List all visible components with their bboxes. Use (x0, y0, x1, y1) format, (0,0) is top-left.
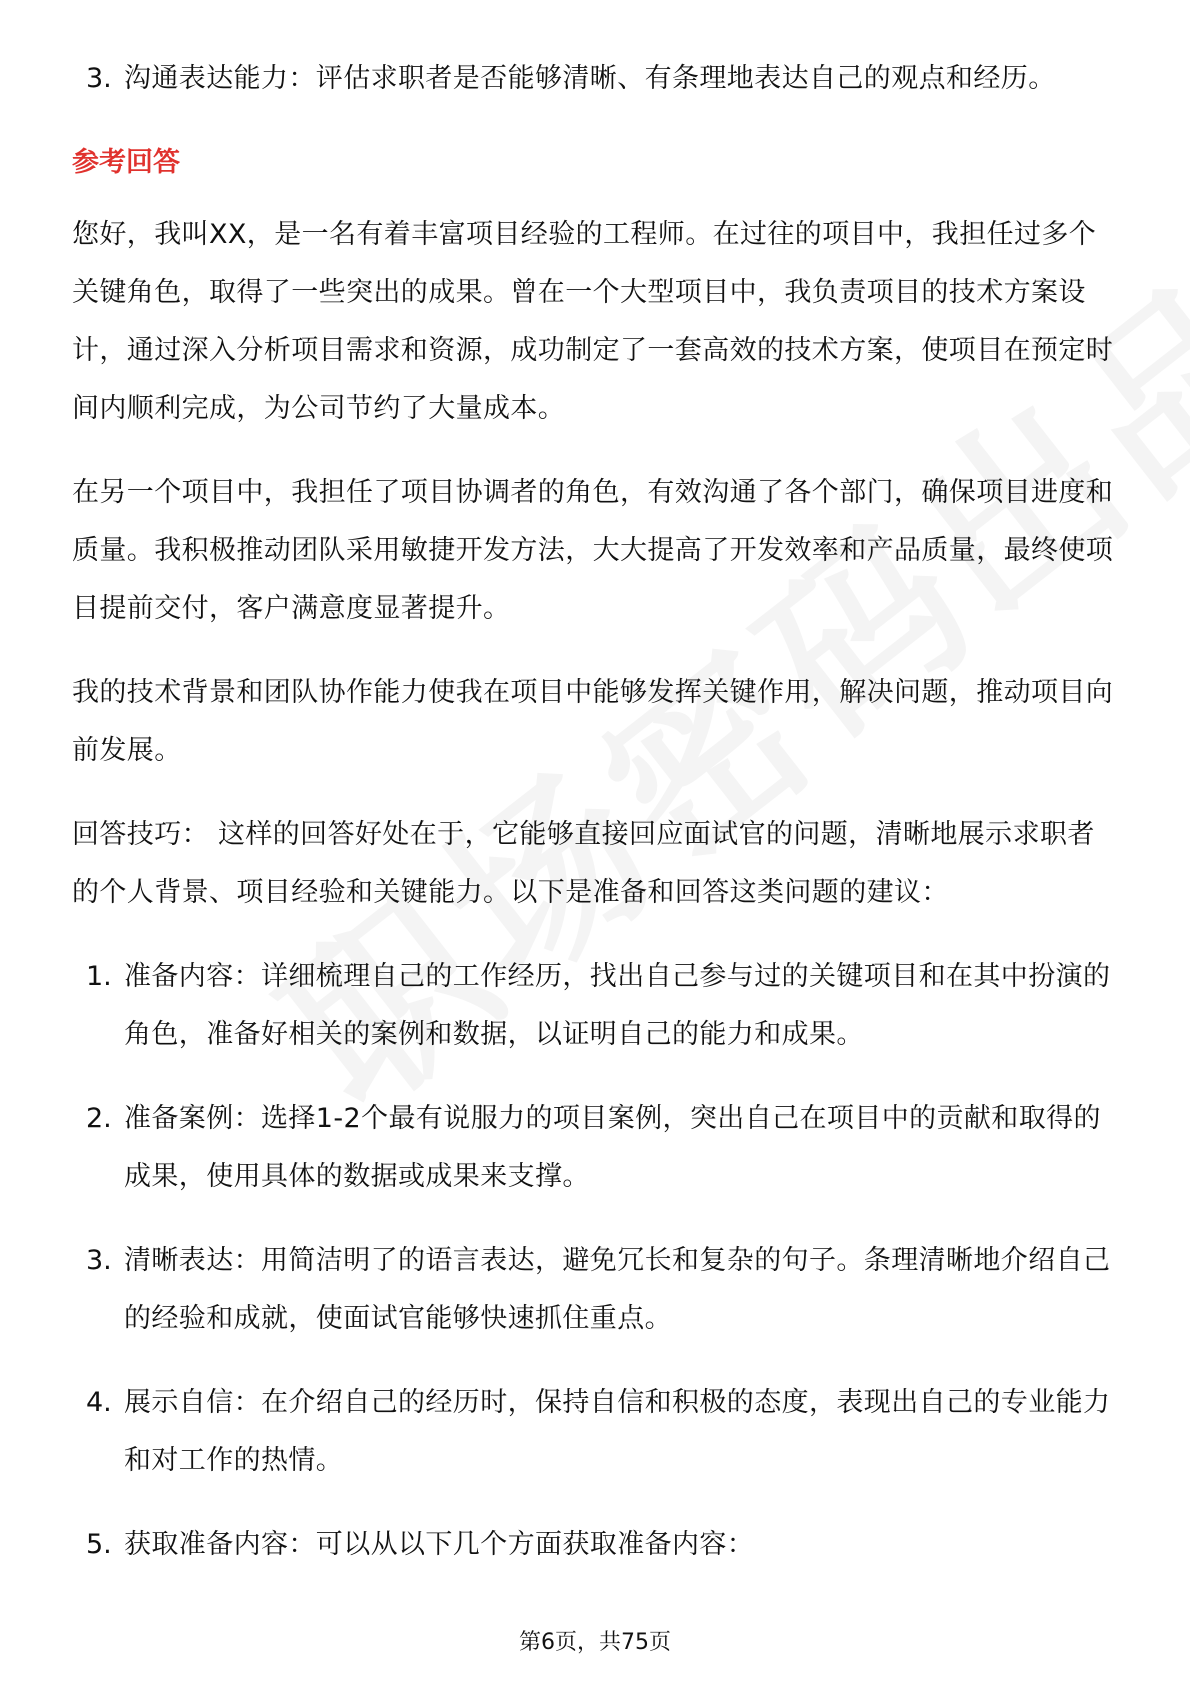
list-text: 展示自信：在介绍自己的经历时，保持自信和积极的态度，表现出自己的专业能力和对工作的热情。 (124, 1387, 1111, 1476)
list-text: 清晰表达：用简洁明了的语言表达，避免冗长和复杂的句子。条理清晰地介绍自己的经验和成就，使面试官能够快速抓住重点。 (124, 1245, 1111, 1334)
list-text: 准备案例：选择1-2个最有说服力的项目案例，突出自己在项目中的贡献和取得的成果，使用具体的数据或成果来支撑。 (124, 1103, 1101, 1192)
list-number: 4. (86, 1387, 112, 1418)
list-number: 5. (86, 1529, 112, 1560)
list-text: 获取准备内容：可以从以下几个方面获取准备内容： (124, 1529, 755, 1560)
list-item (72, 948, 1122, 1064)
page-content (72, 50, 1122, 1600)
list-text: 准备内容：详细梳理自己的工作经历，找出自己参与过的关键项目和在其中扮演的角色，准备好相关的案例和数据，以证明自己的能力和成果。 (124, 961, 1111, 1050)
list-item (72, 50, 1122, 108)
tips-paragraph: 回答技巧： 这样的回答好处在于，它能够直接回应面试官的问题，清晰地展示求职者的个人背景、项目经验和关键能力。以下是准备和回答这类问题的建议： (72, 819, 1095, 908)
list-number: 1. (86, 961, 112, 992)
list-item (72, 1374, 1122, 1490)
list-number: 2. (86, 1103, 112, 1134)
list-number: 3. (86, 1245, 112, 1276)
section-title: 参考回答 (72, 147, 180, 178)
list-text: 沟通表达能力：评估求职者是否能够清晰、有条理地表达自己的观点和经历。 (124, 63, 1056, 94)
list-item (72, 1090, 1122, 1206)
answer-paragraph-3: 我的技术背景和团队协作能力使我在项目中能够发挥关键作用，解决问题，推动项目向前发展。 (72, 677, 1114, 766)
list-item (72, 1232, 1122, 1348)
list-item (72, 1516, 1122, 1574)
answer-paragraph-2: 在另一个项目中，我担任了项目协调者的角色，有效沟通了各个部门，确保项目进度和质量。我积极推动团队采用敏捷开发方法，大大提高了开发效率和产品质量，最终使项目提前交付，客户满意度显著提升。 (72, 477, 1114, 624)
page-footer: 第6页，共75页 (519, 1630, 671, 1655)
answer-paragraph-1: 您好，我叫XX，是一名有着丰富项目经验的工程师。在过往的项目中，我担任过多个关键角色，取得了一些突出的成果。曾在一个大型项目中，我负责项目的技术方案设计，通过深入分析项目需求和资源，成功制定了一套高效的技术方案，使项目在预定时间内顺利完成，为公司节约了大量成本。 (72, 219, 1114, 424)
list-number: 3. (86, 63, 112, 94)
